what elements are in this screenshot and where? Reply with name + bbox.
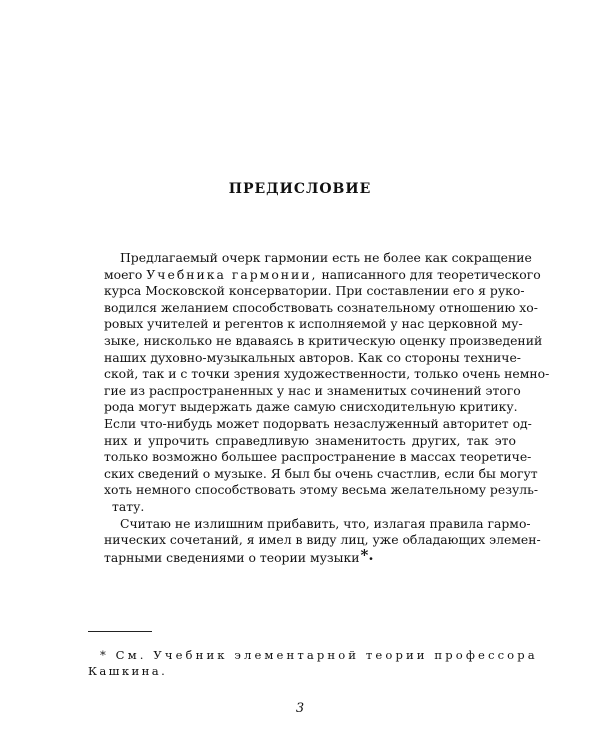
text-fragment: тарными сведениями о теории музыки (104, 549, 360, 565)
footnote-divider (88, 631, 152, 632)
footnote (88, 647, 538, 679)
text-line: Если что-нибудь может подорвать незаслуженный авторитет од- (104, 415, 532, 431)
text-line: Предлагаемый очерк гармонии есть не более как сокращение (120, 250, 532, 265)
text-line: хоть немного способствовать этому весьма желательному резуль- (104, 482, 539, 498)
text-line: ских сведений о музыке. Я был бы очень счастлив, если бы могут (104, 465, 538, 481)
text-line: Считаю не излишним прибавить, что, излагая правила гармо- (120, 515, 531, 531)
page-title: ПРЕДИСЛОВИЕ (228, 181, 372, 197)
body-text (88, 250, 550, 566)
text-line: наших духовно-музыкальных авторов. Как со стороны техниче- (104, 349, 521, 365)
footnote-mark: *. (360, 545, 374, 564)
footnote-line: Кашкина. (88, 664, 168, 678)
footnote-line: * См. Учебник элементарной теории профессора (100, 648, 538, 662)
text-fragment: моего (104, 266, 143, 282)
text-line: ской, так и с точки зрения художественности, только очень немно- (104, 366, 550, 382)
page-number: 3 (295, 701, 305, 716)
text-line: нических сочетаний, я имел в виду лиц, уже обладающих элемен- (104, 532, 541, 548)
paragraph-2 (88, 515, 541, 567)
text-line: них и упрочить справедливую знаменитость других, так это (104, 432, 516, 448)
text-line: ровых учителей и регентов к исполняемой у нас церковной му- (104, 316, 523, 332)
text-line: курса Московской консерватории. При составлении его я руко- (104, 283, 525, 299)
text-line: гие из распространенных у нас и знаменитых сочинений этого (104, 382, 521, 398)
text-line (88, 545, 516, 567)
emphasized-title: Учебника гармонии, (146, 266, 318, 282)
text-line: рода могут выдержать даже самую снисходительную критику. (104, 399, 518, 415)
text-line: тату. (112, 498, 145, 514)
text-line (88, 266, 541, 284)
text-line: водился желанием способствовать сознательному отношению хо- (104, 299, 538, 315)
text-line: только возможно большее распространение в массах теоретиче- (104, 449, 532, 465)
text-fragment: написанного для теоретического (321, 266, 541, 282)
paragraph-1 (88, 250, 550, 516)
text-line: зыке, нисколько не вдаваясь в критическую оценку произведений (104, 332, 543, 348)
